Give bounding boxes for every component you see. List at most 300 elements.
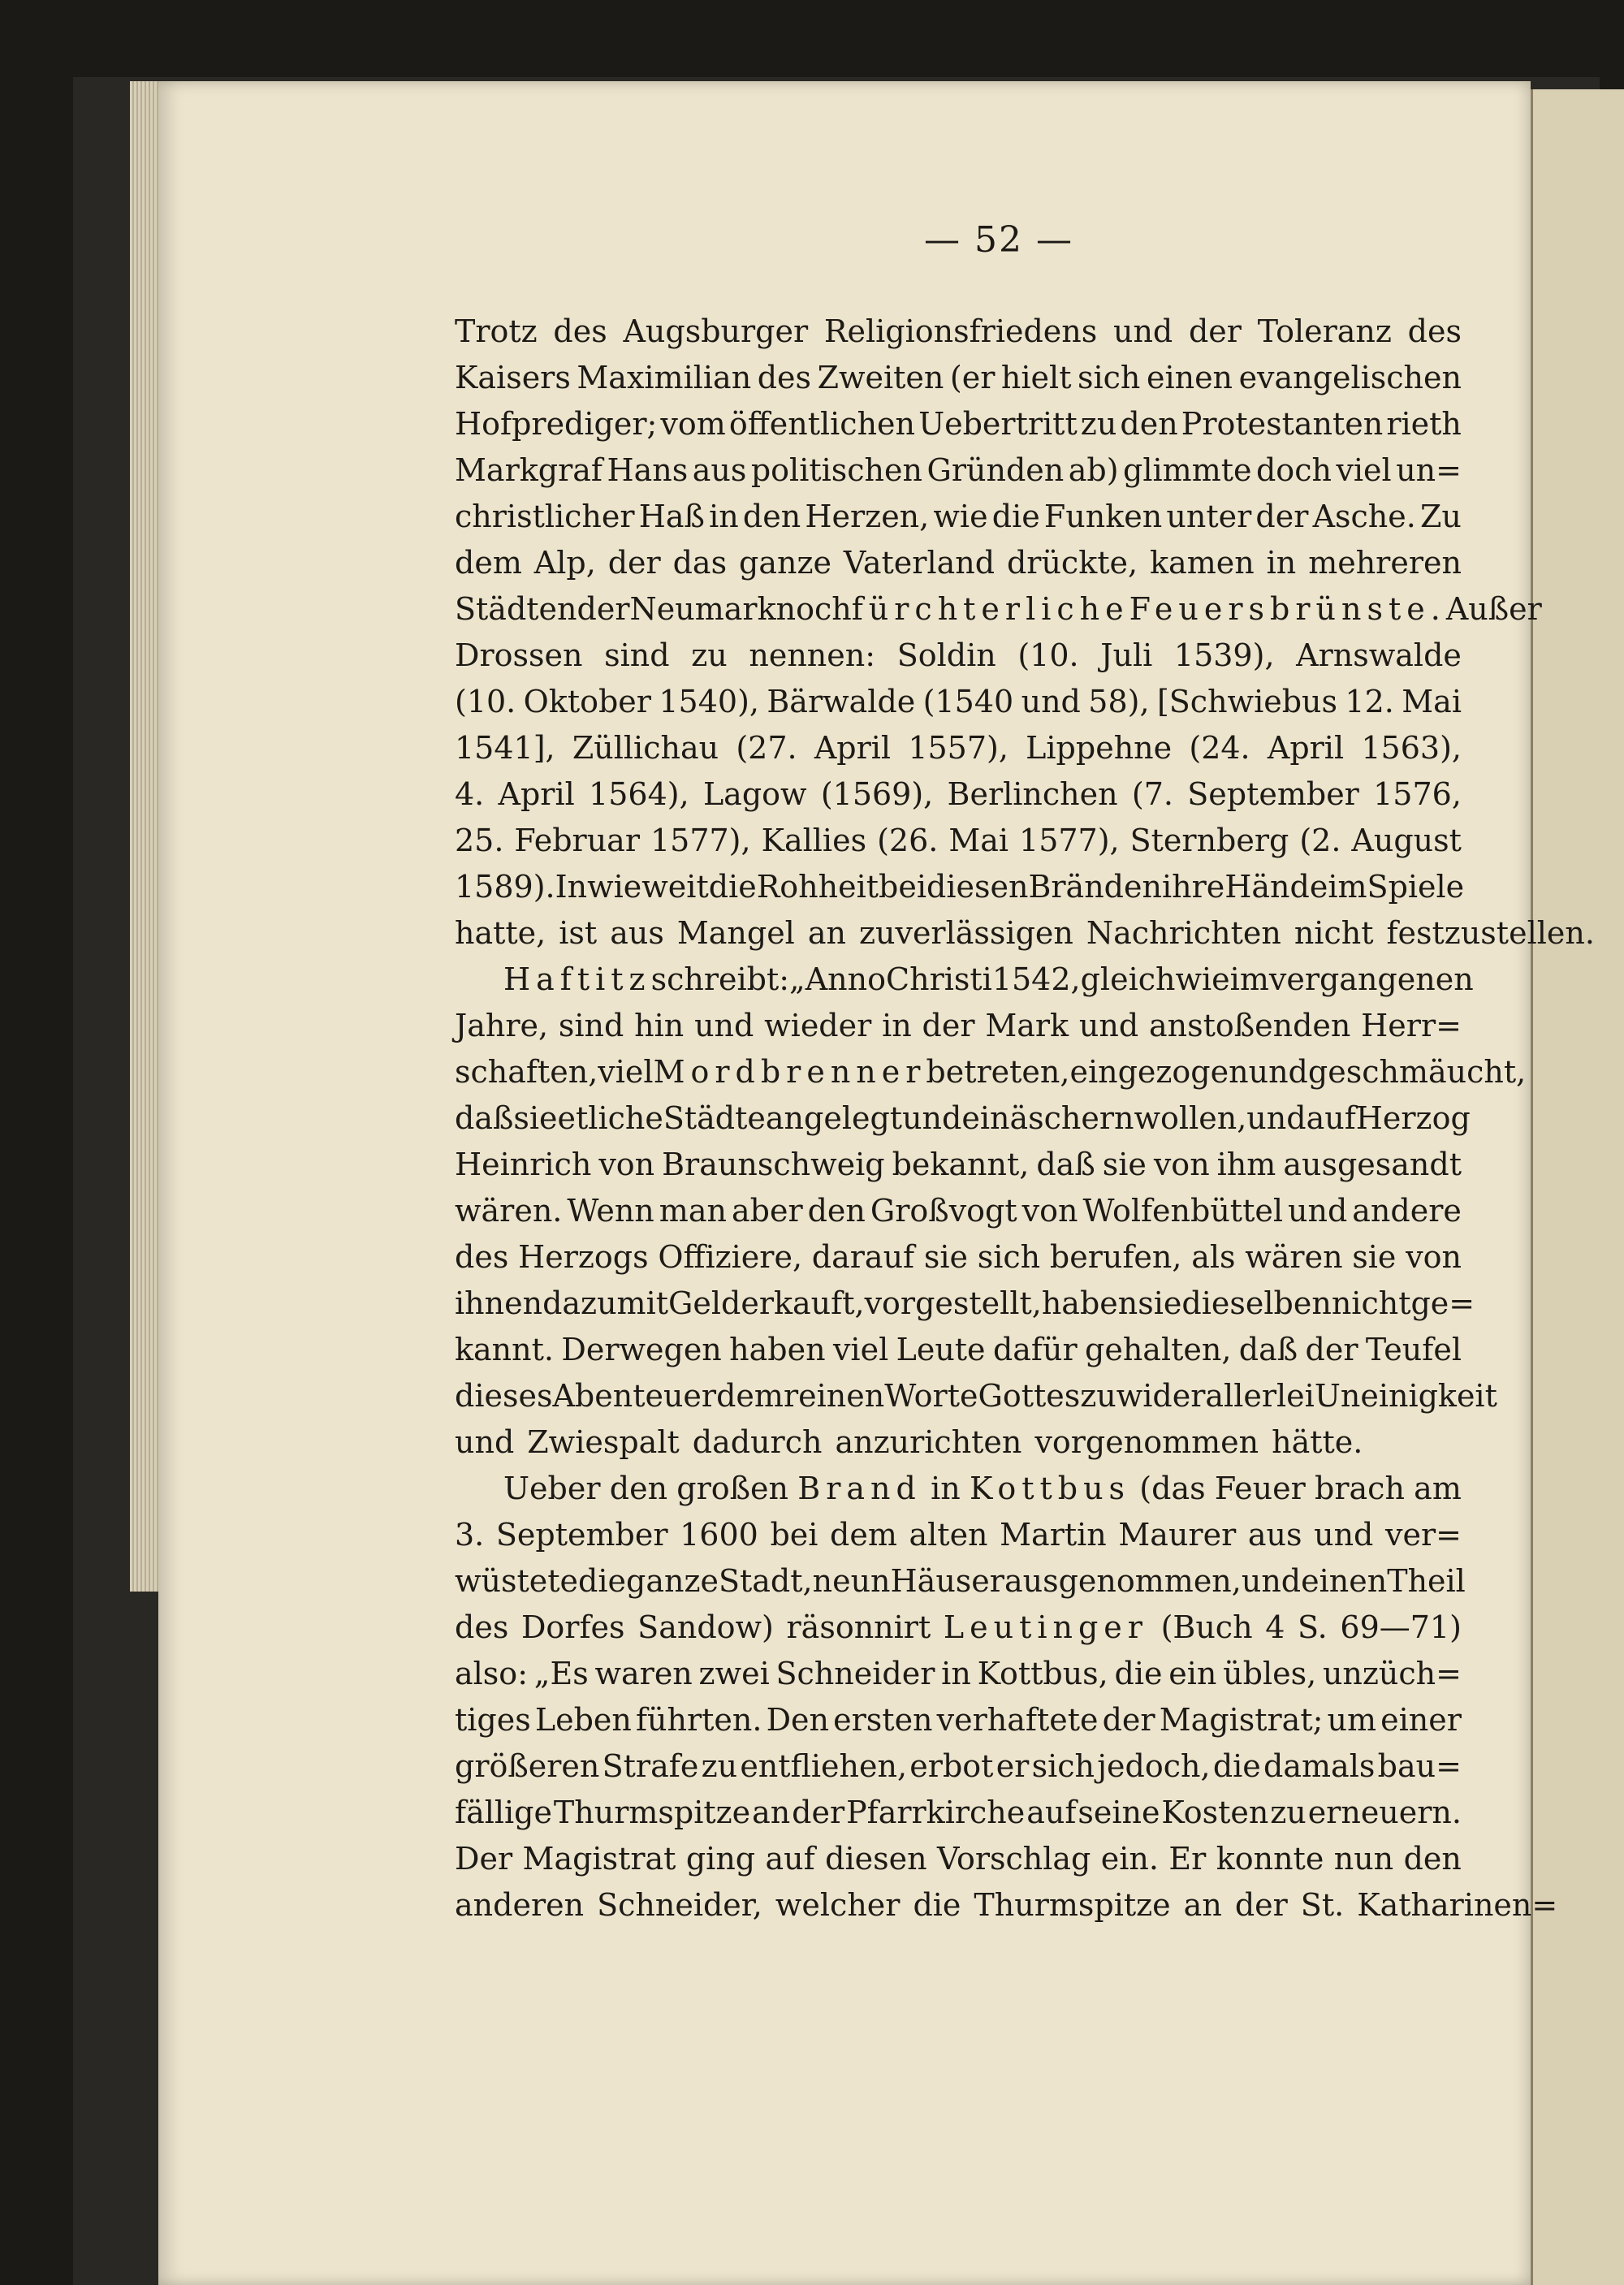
word: der: [1255, 499, 1309, 534]
word: einen: [1301, 1563, 1388, 1599]
word: ist: [559, 915, 598, 951]
text-line: [455, 1882, 1558, 1929]
word: Sandow): [637, 1609, 774, 1645]
word: aus: [692, 452, 747, 488]
text-line: [455, 1327, 1462, 1373]
word: Hände: [1224, 869, 1328, 905]
word: der: [922, 1008, 975, 1043]
text-line: [455, 1003, 1462, 1049]
word: Worte: [884, 1378, 978, 1414]
text-line: [455, 1281, 1475, 1327]
word: des: [455, 1239, 509, 1275]
word: den: [609, 1471, 668, 1506]
word: Uneinigkeit: [1314, 1378, 1497, 1414]
word: von: [1406, 1239, 1462, 1275]
word: bei: [770, 1517, 818, 1553]
word: verhaftete: [936, 1702, 1099, 1738]
word: konnte: [1216, 1841, 1324, 1877]
word: Lagow: [702, 776, 807, 812]
word: vorgestellt,: [864, 1285, 1042, 1321]
word: 1577),: [650, 823, 751, 858]
word: jedoch,: [1097, 1748, 1211, 1784]
word: sind: [558, 1008, 624, 1043]
word: April: [814, 730, 892, 766]
word: einer: [1380, 1702, 1462, 1738]
word: an: [807, 915, 846, 951]
word: Mai: [948, 823, 1009, 858]
word: Arnswalde: [1296, 637, 1462, 673]
word: berufen,: [1049, 1239, 1182, 1275]
word: Haß: [638, 499, 705, 534]
word: Rohheit: [756, 869, 879, 905]
word: festzustellen.: [1386, 915, 1595, 951]
word: Thurmspitze: [553, 1795, 751, 1830]
word: Asche.: [1312, 499, 1416, 534]
word: Sternberg: [1129, 823, 1289, 858]
text-line: [455, 1466, 1462, 1512]
word: und: [1078, 1008, 1139, 1043]
page-edges: [130, 81, 162, 1592]
word: nennen:: [749, 637, 876, 673]
word: in: [882, 1008, 912, 1043]
word: Teufel: [1365, 1332, 1462, 1367]
word: 1541],: [455, 730, 555, 766]
word: bei: [879, 869, 927, 905]
word: gleich: [1080, 961, 1176, 997]
word: Markgraf: [455, 452, 603, 488]
word: Katharinen=: [1357, 1887, 1558, 1923]
word: ihnen: [455, 1285, 543, 1321]
word: ersten: [833, 1702, 933, 1738]
word: Juli: [1100, 637, 1153, 673]
word: Wenn: [567, 1193, 654, 1229]
word: Strafe: [602, 1748, 699, 1784]
word: von: [598, 1147, 655, 1182]
word: 58),: [1088, 684, 1150, 719]
word: Maurer: [1118, 1517, 1237, 1553]
word: zwei: [698, 1656, 770, 1691]
word: um: [1327, 1702, 1377, 1738]
word: und: [455, 1424, 515, 1460]
word: 1576,: [1373, 776, 1462, 812]
word: mehreren: [1308, 545, 1462, 581]
word: Bränden: [1028, 869, 1162, 905]
word: Feuersbrünste.: [1129, 591, 1446, 627]
word: in: [941, 1656, 971, 1691]
word: einäschern: [961, 1100, 1134, 1136]
word: die: [913, 1887, 961, 1923]
word: Heinrich: [455, 1147, 592, 1182]
word: Hofprediger;: [455, 406, 658, 442]
word: als: [1191, 1239, 1236, 1275]
word: zu: [1080, 406, 1117, 442]
word: Zwiespalt: [527, 1424, 680, 1460]
word: Offiziere,: [658, 1239, 803, 1275]
word: (das: [1139, 1471, 1206, 1506]
word: Derwegen: [561, 1332, 722, 1367]
word: Stadt,: [718, 1563, 813, 1599]
word: Protestanten: [1181, 406, 1384, 442]
word: Schneider: [775, 1656, 935, 1691]
word: ganze: [626, 1563, 719, 1599]
word: Leben: [534, 1702, 632, 1738]
text-line: [455, 1234, 1462, 1281]
word: (7.: [1131, 776, 1173, 812]
word: des: [757, 360, 812, 395]
word: von: [1153, 1147, 1210, 1182]
text-line: [455, 1188, 1462, 1234]
word: des: [553, 313, 607, 349]
word: 1563),: [1361, 730, 1462, 766]
word: reinen: [783, 1378, 885, 1414]
word: (24.: [1189, 730, 1250, 766]
word: ihm: [1216, 1147, 1276, 1182]
word: zuverlässigen: [858, 915, 1073, 951]
word: Bärwalde: [767, 684, 916, 719]
word: hatte,: [455, 915, 546, 951]
text-line: [455, 1605, 1462, 1651]
word: Neumark: [629, 591, 776, 627]
word: waren: [594, 1656, 693, 1691]
text-line: [455, 540, 1462, 586]
word: 1589).: [455, 869, 555, 905]
word: Maximilian: [577, 360, 752, 395]
word: tiges: [455, 1702, 531, 1738]
word: Inwieweit: [555, 869, 709, 905]
word: Toleranz: [1257, 313, 1392, 349]
word: Magistrat;: [1159, 1702, 1324, 1738]
word: Herzogs: [518, 1239, 649, 1275]
text-line: [455, 1697, 1462, 1743]
word: dieses: [455, 1378, 553, 1414]
word: Mai: [1402, 684, 1462, 719]
word: die: [991, 499, 1040, 534]
word: vom: [660, 406, 726, 442]
word: Jahre,: [455, 1008, 549, 1043]
word: und: [1021, 684, 1081, 719]
word: Brand: [797, 1471, 922, 1506]
word: der: [1305, 1332, 1358, 1367]
text-line: [455, 586, 1542, 633]
word: Gründen: [926, 452, 1065, 488]
word: ging: [685, 1841, 756, 1877]
word: viel: [832, 1332, 889, 1367]
word: sind: [604, 637, 670, 673]
word: erneuern.: [1307, 1795, 1462, 1830]
text-line: [455, 1142, 1462, 1188]
word: Hans: [607, 452, 689, 488]
word: Vorschlag: [936, 1841, 1091, 1877]
word: ihre: [1161, 869, 1225, 905]
word: betreten,: [926, 1054, 1070, 1090]
word: zu: [701, 1748, 738, 1784]
word: Schneider,: [597, 1887, 762, 1923]
next-page-edge: [1531, 89, 1624, 2285]
word: räsonnirt: [786, 1609, 931, 1645]
word: anderen: [455, 1887, 585, 1923]
word: Theil: [1387, 1563, 1466, 1599]
word: ein.: [1100, 1841, 1159, 1877]
word: 1557),: [908, 730, 1009, 766]
word: daß: [1238, 1332, 1298, 1367]
word: 1540),: [659, 684, 759, 719]
word: christlicher: [455, 499, 635, 534]
word: die: [578, 1563, 626, 1599]
word: ausgenommen,: [1004, 1563, 1242, 1599]
word: an: [1183, 1887, 1222, 1923]
word: auf: [1026, 1795, 1077, 1830]
word: daß: [1036, 1147, 1095, 1182]
word: der: [577, 591, 630, 627]
text-line: [455, 957, 1474, 1003]
text-line: [455, 864, 1465, 910]
word: bekannt,: [892, 1147, 1030, 1182]
word: viel: [598, 1054, 654, 1090]
word: 1600: [680, 1517, 758, 1553]
text-line: [455, 355, 1462, 401]
word: sie: [513, 1100, 558, 1136]
word: sich: [1031, 1748, 1095, 1784]
word: noch: [775, 591, 852, 627]
word: geschmäucht,: [1307, 1054, 1527, 1090]
word: brach: [1315, 1471, 1405, 1506]
word: anzurichten: [835, 1424, 1022, 1460]
word: un=: [1396, 452, 1462, 488]
body-text: [455, 309, 1595, 1929]
word: dem: [830, 1517, 897, 1553]
word: diesen: [825, 1841, 927, 1877]
word: darauf: [811, 1239, 915, 1275]
word: Leute: [896, 1332, 986, 1367]
word: 69—71): [1340, 1609, 1462, 1645]
word: man: [659, 1193, 727, 1229]
word: Dorfes: [520, 1609, 625, 1645]
word: Vaterland: [843, 545, 996, 581]
text-line: [455, 1095, 1471, 1142]
word: nun: [1333, 1841, 1394, 1877]
word: und: [1288, 1193, 1348, 1229]
word: etliche: [557, 1100, 663, 1136]
word: einen: [1146, 360, 1233, 395]
word: angelegt: [765, 1100, 903, 1136]
word: Kosten: [1161, 1795, 1269, 1830]
word: Häuser: [890, 1563, 1004, 1599]
text-line: [455, 1419, 1462, 1466]
text-line: [455, 494, 1462, 540]
word: Lippehne: [1026, 730, 1173, 766]
text-line: [455, 1836, 1462, 1882]
word: des: [455, 1609, 509, 1645]
word: (26.: [877, 823, 939, 858]
word: sich: [1078, 360, 1141, 395]
word: die: [1212, 1748, 1261, 1784]
word: September: [495, 1517, 668, 1553]
word: Mark: [985, 1008, 1069, 1043]
word: politischen: [750, 452, 922, 488]
word: 25.: [455, 823, 504, 858]
word: doch: [1255, 452, 1332, 488]
word: Herzog: [1355, 1100, 1471, 1136]
word: neun: [812, 1563, 891, 1599]
word: (10.: [455, 684, 516, 719]
word: öffentlichen: [728, 406, 916, 442]
word: größeren: [455, 1748, 600, 1784]
text-line: [455, 401, 1462, 447]
word: glimmte: [1123, 452, 1252, 488]
word: im: [1328, 869, 1367, 905]
word: kamen: [1150, 545, 1255, 581]
word: Herr=: [1361, 1008, 1462, 1043]
word: Feuer: [1214, 1471, 1306, 1506]
word: (Buch: [1160, 1609, 1253, 1645]
word: wie: [933, 499, 988, 534]
word: 4: [1265, 1609, 1285, 1645]
word: Außer: [1445, 591, 1542, 627]
word: haben: [1041, 1285, 1138, 1321]
word: Soldin: [896, 637, 996, 673]
text-line: [455, 725, 1462, 771]
word: 4.: [455, 776, 485, 812]
word: übles,: [1223, 1656, 1317, 1691]
word: Thurmspitze: [974, 1887, 1171, 1923]
word: Haftitz: [503, 961, 651, 997]
word: September: [1187, 776, 1359, 812]
word: Großvogt: [870, 1193, 1017, 1229]
word: dazu: [542, 1285, 617, 1321]
word: Geld: [668, 1285, 741, 1321]
word: rieth: [1386, 406, 1462, 442]
word: 1539),: [1173, 637, 1275, 673]
word: wären: [1245, 1239, 1343, 1275]
word: Zweiten: [817, 360, 944, 395]
word: (27.: [736, 730, 797, 766]
word: aus: [1247, 1517, 1302, 1553]
word: Alp,: [533, 545, 596, 581]
text-line: [455, 1743, 1462, 1790]
text-line: [455, 633, 1462, 679]
word: in: [931, 1471, 961, 1506]
word: wären.: [455, 1193, 563, 1229]
word: die: [708, 869, 757, 905]
word: Wolfenbüttel: [1082, 1193, 1283, 1229]
word: Uebertritt: [918, 406, 1078, 442]
word: entfliehen,: [740, 1748, 908, 1784]
word: Er: [1168, 1841, 1207, 1877]
word: Herzen,: [805, 499, 930, 534]
word: aber: [731, 1193, 803, 1229]
word: Städte: [663, 1100, 766, 1136]
word: in: [709, 499, 739, 534]
word: Februar: [514, 823, 640, 858]
word: Martin: [1000, 1517, 1107, 1553]
word: das: [672, 545, 728, 581]
word: gehalten,: [1085, 1332, 1232, 1367]
word: hätte.: [1272, 1424, 1363, 1460]
word: wie: [1175, 961, 1230, 997]
word: diesen: [926, 869, 1029, 905]
word: wüstete: [455, 1563, 579, 1599]
word: Kottbus,: [977, 1656, 1108, 1691]
word: (10.: [1017, 637, 1079, 673]
word: sie: [1138, 1285, 1182, 1321]
word: er: [996, 1748, 1030, 1784]
word: Spiele: [1367, 869, 1465, 905]
page-number: — 52 —: [924, 219, 1073, 261]
word: sie: [1102, 1147, 1147, 1182]
word: haben: [729, 1332, 826, 1367]
word: hin: [634, 1008, 685, 1043]
word: dadurch: [692, 1424, 823, 1460]
word: Funken: [1043, 499, 1163, 534]
word: 1577),: [1019, 823, 1120, 858]
word: 1564),: [589, 776, 689, 812]
word: und: [1248, 1054, 1308, 1090]
word: mit: [616, 1285, 669, 1321]
word: daß: [455, 1100, 514, 1136]
word: Mordbrenner: [653, 1054, 926, 1090]
word: den: [807, 1193, 866, 1229]
word: der: [607, 545, 661, 581]
word: und: [694, 1008, 754, 1043]
word: S.: [1298, 1609, 1328, 1645]
word: Ueber: [503, 1471, 601, 1506]
word: damals: [1263, 1748, 1376, 1784]
word: eingezogen: [1069, 1054, 1249, 1090]
word: dafür: [992, 1332, 1078, 1367]
text-line: [455, 771, 1462, 818]
word: sie: [923, 1239, 968, 1275]
word: 12.: [1345, 684, 1394, 719]
word: nicht: [1294, 915, 1374, 951]
word: hielt: [1000, 360, 1072, 395]
text-line: [455, 1651, 1462, 1697]
word: Den: [766, 1702, 830, 1738]
word: unzüch=: [1322, 1656, 1462, 1691]
word: sie: [1352, 1239, 1397, 1275]
word: „Es: [533, 1656, 589, 1691]
text-line: [455, 818, 1462, 864]
word: Nachrichten: [1086, 915, 1281, 951]
word: zu: [1270, 1795, 1307, 1830]
word: „Anno: [789, 961, 887, 997]
word: andere: [1352, 1193, 1462, 1229]
word: den: [1120, 406, 1178, 442]
word: Städten: [455, 591, 577, 627]
word: Pfarrkirche: [846, 1795, 1026, 1830]
word: schaften,: [455, 1054, 598, 1090]
word: viel: [1336, 452, 1392, 488]
text-line: [455, 1049, 1527, 1095]
word: April: [1267, 730, 1345, 766]
word: von: [1021, 1193, 1078, 1229]
word: schreibt:: [650, 961, 790, 997]
word: (1569),: [820, 776, 934, 812]
word: bau=: [1377, 1748, 1462, 1784]
word: Magistrat: [522, 1841, 676, 1877]
word: der: [1102, 1702, 1155, 1738]
word: der: [792, 1795, 845, 1830]
word: auf: [765, 1841, 815, 1877]
word: Zu: [1420, 499, 1462, 534]
word: und: [902, 1100, 962, 1136]
word: Kaisers: [455, 360, 571, 395]
word: kannt.: [455, 1332, 554, 1367]
text-line: [455, 679, 1462, 725]
word: Abenteuer: [552, 1378, 717, 1414]
word: führten.: [635, 1702, 762, 1738]
word: an: [752, 1795, 791, 1830]
word: (er: [949, 360, 996, 395]
